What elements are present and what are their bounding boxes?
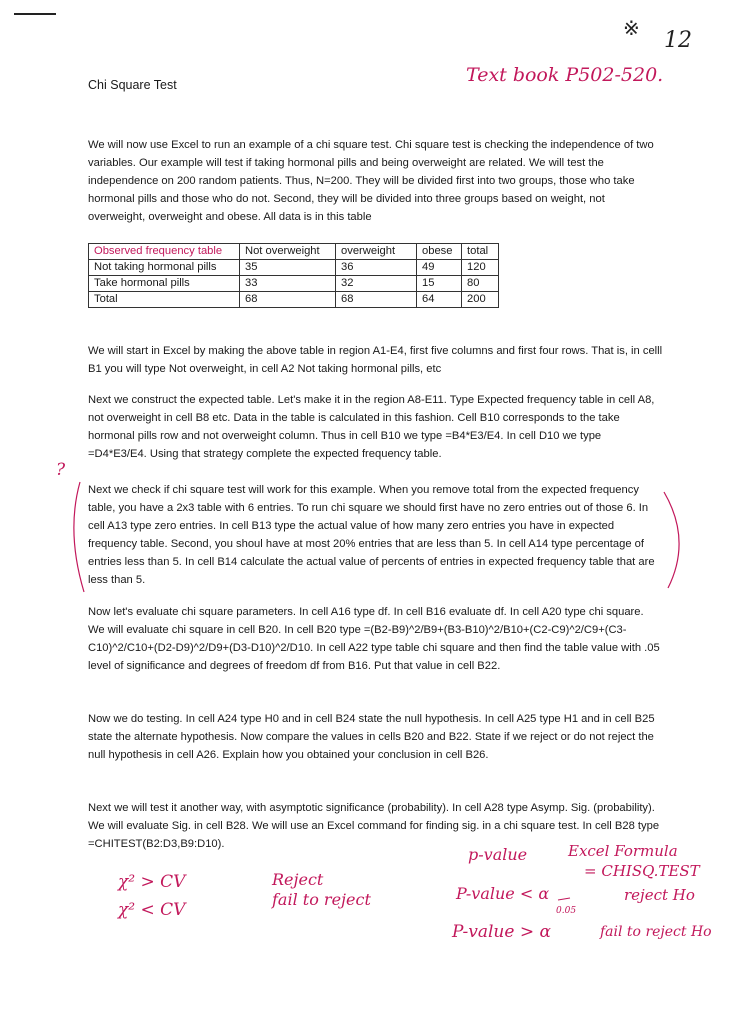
table-cell: 68 [240, 292, 336, 308]
p-value-less-alpha: P-value < α [456, 884, 550, 903]
excel-formula-line1: Excel Formula [568, 842, 678, 860]
table-cell: 32 [336, 276, 417, 292]
left-bracket [74, 482, 84, 592]
table-cell: Not overweight [240, 244, 336, 260]
evaluate-paragraph: Now let's evaluate chi square parameters. In cell A16 type df. In cell B16 evaluate df. In cell A20 type chi square. We will evaluate chi square in cell B20. In cell B20 type =(B2-B9)^2/B9+(B3-B10)^2/B10+(C2-C9)^2/C9+(C3-C10)^2/C10+(D2-D9)^2/D9+(D3-D10)^2/D10. In cell A22 type table chi square and then find the table value with .05 level of significance and degrees of freedom df from B16. Put that value in cell B22. [88, 606, 660, 672]
page-number: 12 [664, 28, 692, 53]
table-row [89, 276, 499, 292]
table-row [89, 260, 499, 276]
expected-table-paragraph: Next we construct the expected table. Let's make it in the region A8-E11. Type Expected frequency table in cell A8, not overweight in cell B8 etc. Data in the table is calculated in this fashion. Cell B10 corresponds to the take hormonal pills row and not overweight column. Thus in cell B10 we type =B4*E3/E4. In cell D10 we type =D4*E3/E4. Using that strategy complete the expected frequency table. [88, 394, 655, 460]
table-cell: 15 [417, 276, 462, 292]
corner-mark: ※ [623, 16, 640, 40]
table-cell: 68 [336, 292, 417, 308]
table-cell: 64 [417, 292, 462, 308]
reject-label: Reject [272, 870, 324, 889]
table-cell: 120 [462, 260, 499, 276]
chi-less-cv: χ² < CV [118, 900, 186, 920]
table-row [89, 292, 499, 308]
table-cell: 200 [462, 292, 499, 308]
top-rule [14, 13, 56, 15]
asymp-paragraph: Next we will test it another way, with asymptotic significance (probability). In cell A28 type Asymp. Sig. (probability). We will evaluate Sig. in cell B28. We will use an Excel command for finding sig. in a chi square test. In cell B28 type =CHITEST(B2:D3,B9:D10). [88, 802, 660, 850]
excel-formula-line2: = CHISQ.TEST [584, 862, 700, 880]
table-cell: 49 [417, 260, 462, 276]
reject-ho-label: reject Ho [624, 886, 695, 904]
table-cell: overweight [336, 244, 417, 260]
table-cell: obese [417, 244, 462, 260]
table-cell: Take hormonal pills [89, 276, 240, 292]
table-cell: Total [89, 292, 240, 308]
alpha-value: 0.05 [556, 906, 577, 916]
table-cell: 36 [336, 260, 417, 276]
table-cell: Not taking hormonal pills [89, 260, 240, 276]
table-cell: total [462, 244, 499, 260]
table-header-row [89, 244, 499, 260]
question-mark-note: ? [56, 460, 66, 480]
alpha-underline [558, 898, 570, 900]
page-title: Chi Square Test [88, 78, 177, 92]
table-cell: 80 [462, 276, 499, 292]
testing-paragraph: Now we do testing. In cell A24 type H0 and in cell B24 state the null hypothesis. In cell A25 type H1 and in cell B25 state the alternate hypothesis. Now compare the values in cells B20 and B22. State if we reject or do not reject the null hypothesis in cell A26. Explain how you obtained your conclusion in cell B26. [88, 713, 655, 761]
table-cell: 33 [240, 276, 336, 292]
chi-greater-cv: χ² > CV [118, 872, 186, 892]
table-cell: Observed frequency table [89, 244, 240, 260]
table-cell: 35 [240, 260, 336, 276]
fail-to-reject-label: fail to reject [272, 890, 371, 909]
textbook-note: Text book P502-520. [466, 64, 664, 86]
right-bracket [664, 492, 679, 588]
intro-paragraph: We will now use Excel to run an example of a chi square test. Chi square test is checking the independence of two variables. Our example will test if taking hormonal pills and being overweight are related. We will test the independence on 200 random patients. Thus, N=200. They will be divided first into two groups, those who take hormonal pills and those who do not. Second, they will be divided into three groups based on weight, not overweight, overweight and obese. All data is in this table [88, 139, 654, 223]
fail-to-reject-ho-label: fail to reject Ho [600, 924, 712, 940]
p-value-greater-alpha: P-value > α [452, 922, 551, 942]
p-value-label: p-value [468, 845, 528, 864]
observed-frequency-table [88, 243, 499, 308]
start-paragraph: We will start in Excel by making the above table in region A1-E4, first five columns and first four rows. That is, in celll B1 you will type Not overweight, in cell A2 Not taking hormonal pills, etc [88, 345, 663, 375]
check-paragraph: Next we check if chi square test will work for this example. When you remove total from the expected frequency table, you have a 2x3 table with 6 entries. To run chi square we should first have no zero entries out of those 6. In cell A13 type zero entries. In cell B13 type the actual value of how many zero entries you have in expected frequency table. Second, you shoul have at most 20% entries that are less than 5. In cell A14 type percentage of entries less than 5. In cell B14 calculate the actual value of percents of entries in expected frequency table that are less than 5. [88, 484, 655, 586]
